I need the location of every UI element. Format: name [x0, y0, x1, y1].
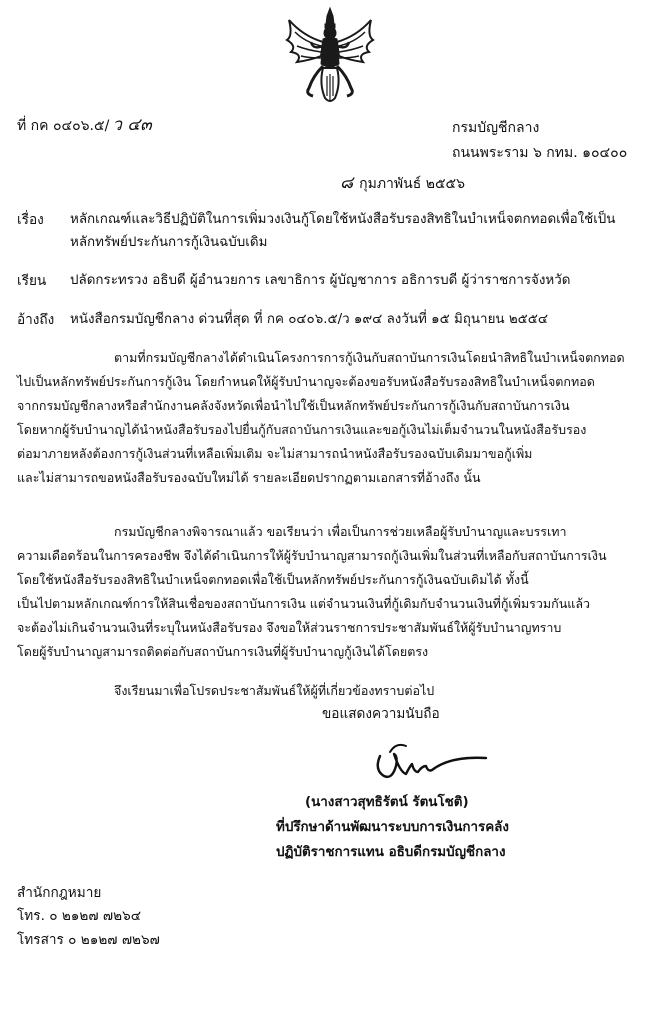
ref-number-handwritten: ว ๔๓ [112, 115, 152, 135]
handwritten-signature-icon [370, 736, 490, 786]
letter-reference [17, 117, 152, 134]
para1-line-5: ต่อมาภายหลังต้องการกู้เงินส่วนที่เหลือเพิ่มเติม จะไม่สามารถนำหนังสือรับรองฉบับเดิมมาขอกู้เพิ่ม [17, 446, 533, 461]
signer-title-2: ปฏิบัติราชการแทน อธิบดีกรมบัญชีกลาง [276, 845, 506, 860]
ref-label: อ้างถึง [17, 312, 55, 328]
ref-text: หนังสือกรมบัญชีกลาง ด่วนที่สุด ที่ กค ๐๔๐๖.๕/ว ๑๙๔ ลงวันที่ ๑๕ มิถุนายน ๒๕๕๔ [70, 312, 549, 327]
subject-label: เรื่อง [17, 212, 44, 228]
org-name: กรมบัญชีกลาง [452, 120, 540, 136]
signer-name: (นางสาวสุทธิรัตน์ รัตนโชติ) [305, 795, 469, 810]
date-month-year: กุมภาพันธ์ ๒๕๕๖ [359, 176, 466, 192]
garuda-emblem-icon [283, 6, 377, 106]
para2-line-3: โดยใช้หนังสือรับรองสิทธิในบำเหน็จตกทอดเพื่อใช้เป็นหลักทรัพย์ประกันการกู้เงินฉบับเดิมได้ ทั้งนี้ [17, 572, 529, 587]
para1-line-2: ไปเป็นหลักทรัพย์ประกันการกู้เงิน โดยกำหนดให้ผู้รับบำนาญจะต้องขอรับหนังสือรับรองสิทธิในบำเหน็จตกทอด [17, 374, 595, 389]
para1-line-1: ตามที่กรมบัญชีกลางได้ดำเนินโครงการการกู้เงินกับสถาบันการเงินโดยนำสิทธิในบำเหน็จตกทอด [114, 350, 625, 365]
letter-date [340, 175, 465, 192]
para1-line-4: โดยหากผู้รับบำนาญได้นำหนังสือรับรองไปยื่นกู้กับสถาบันการเงินและขอกู้เงินไม่เต็มจำนวนในหนังสือรับรอง [17, 422, 587, 437]
footer-fax: โทรสาร ๐ ๒๑๒๗ ๗๒๖๗ [17, 932, 160, 948]
para2-line-1: กรมบัญชีกลางพิจารณาแล้ว ขอเรียนว่า เพื่อเป็นการช่วยเหลือผู้รับบำนาญและบรรเทา [114, 524, 567, 539]
org-address: ถนนพระราม ๖ กทม. ๑๐๔๐๐ [452, 145, 628, 161]
ref-prefix: ที่ กค ๐๔๐๖.๕/ [17, 118, 110, 134]
subject-line-2: หลักทรัพย์ประกันการกู้เงินฉบับเดิม [70, 235, 268, 250]
para2-line-5: จะต้องไม่เกินจำนวนเงินที่ระบุในหนังสือรับรอง จึงขอให้ส่วนราชการประชาสัมพันธ์ให้ผู้รับบำนาญทราบ [17, 620, 562, 635]
para2-line-4: เป็นไปตามหลักเกณฑ์การให้สินเชื่อของสถาบันการเงิน แต่จำนวนเงินที่กู้เดิมกับจำนวนเงินที่กู้เพิ่มรวมกันแล้ว [17, 596, 591, 611]
para1-line-6: และไม่สามารถขอหนังสือรับรองฉบับใหม่ได้ รายละเอียดปรากฏตามเอกสารที่อ้างถึง นั้น [17, 470, 481, 485]
date-day-handwritten: ๘ [340, 173, 354, 193]
para3: จึงเรียนมาเพื่อโปรดประชาสัมพันธ์ให้ผู้ที่เกี่ยวข้องทราบต่อไป [114, 683, 435, 698]
closing: ขอแสดงความนับถือ [322, 706, 440, 722]
subject-line-1: หลักเกณฑ์และวิธีปฏิบัติในการเพิ่มวงเงินกู้โดยใช้หนังสือรับรองสิทธิในบำเหน็จตกทอดเพื่อใช้เป็น [70, 212, 616, 227]
to-text: ปลัดกระทรวง อธิบดี ผู้อำนวยการ เลขาธิการ ผู้บัญชาการ อธิการบดี ผู้ว่าราชการจังหวัด [70, 273, 571, 288]
footer-office: สำนักกฎหมาย [17, 885, 102, 901]
para2-line-6: โดยผู้รับบำนาญสามารถติดต่อกับสถาบันการเงินที่ผู้รับบำนาญกู้เงินได้โดยตรง [17, 644, 429, 659]
para1-line-3: จากกรมบัญชีกลางหรือสำนักงานคลังจังหวัดเพื่อนำไปใช้เป็นหลักทรัพย์ประกันการกู้เงินกับสถาบันการเงิน [17, 398, 570, 413]
footer-tel: โทร. ๐ ๒๑๒๗ ๗๒๖๔ [17, 908, 142, 924]
signer-title-1: ที่ปรึกษาด้านพัฒนาระบบการเงินการคลัง [276, 820, 509, 835]
to-label: เรียน [17, 273, 47, 289]
para2-line-2: ความเดือดร้อนในการครองชีพ จึงได้ดำเนินการให้ผู้รับบำนาญสามารถกู้เงินเพิ่มในส่วนที่เหลือกับสถาบันการเงิน [17, 548, 607, 563]
